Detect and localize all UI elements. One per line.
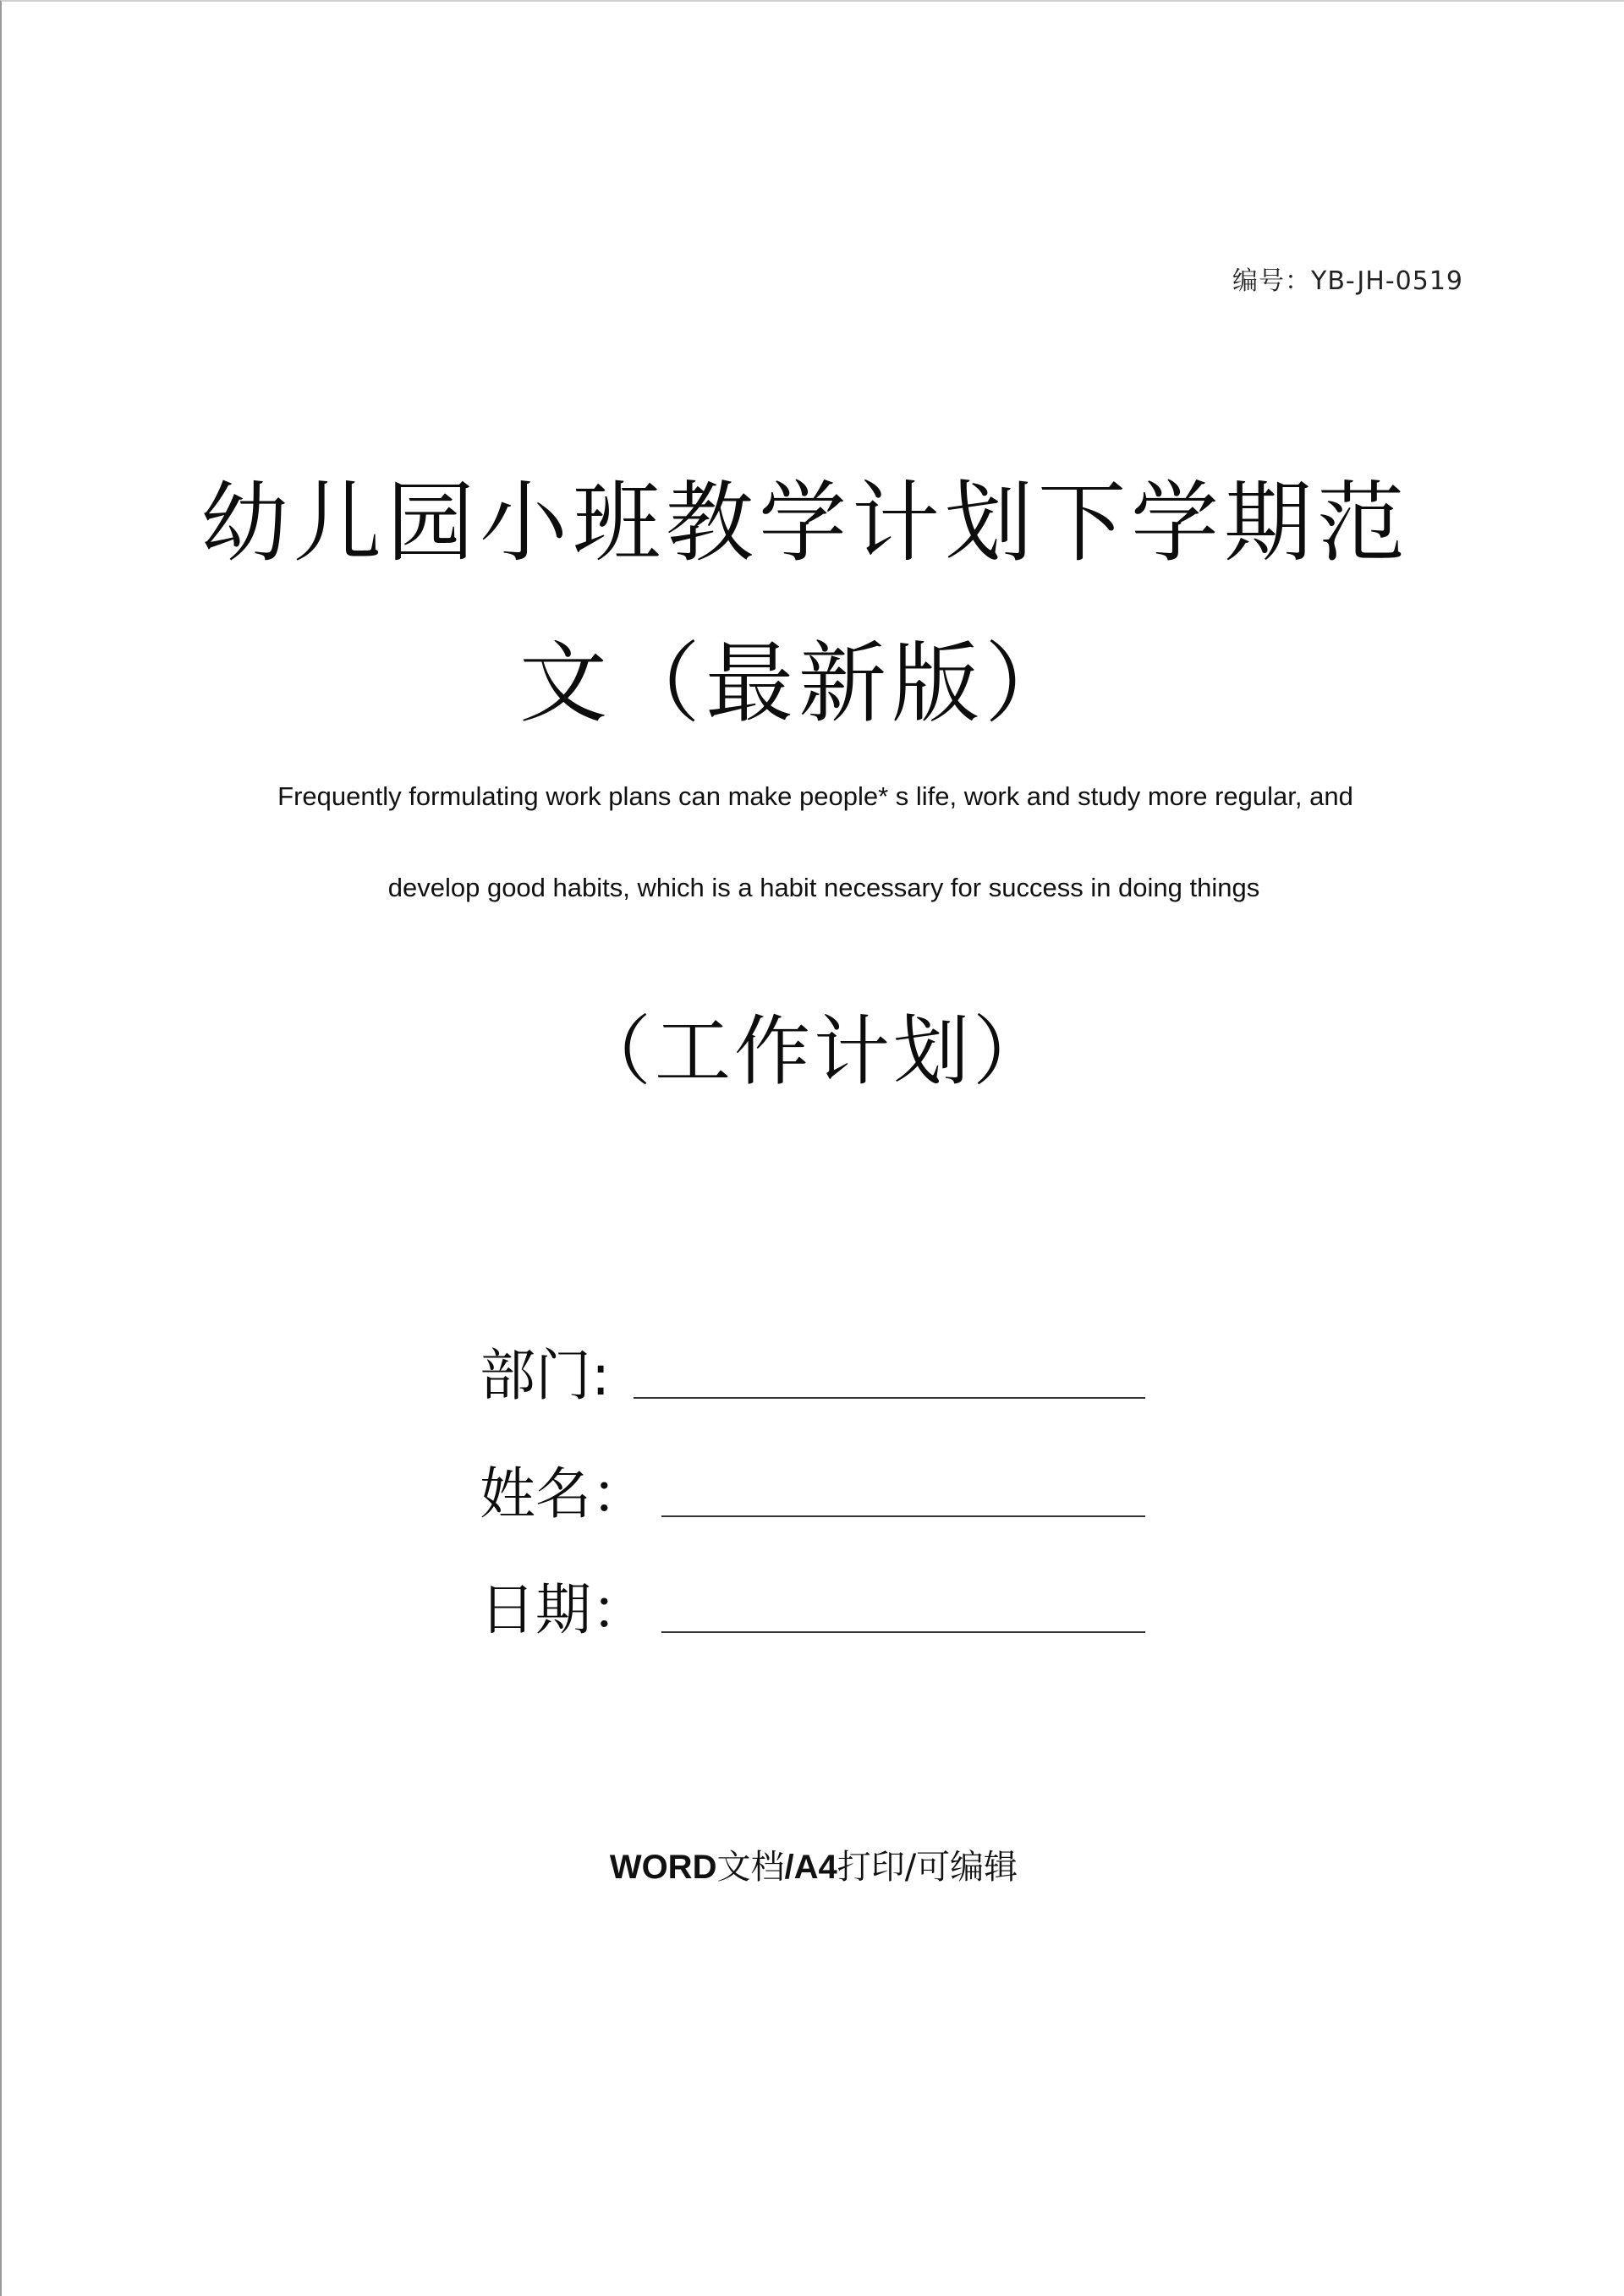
name-field[interactable] [480, 1446, 647, 1526]
title-line-2: 文（最新版） [518, 632, 1078, 735]
date-underline[interactable] [661, 1631, 1145, 1633]
department-underline[interactable] [634, 1397, 1145, 1399]
footer-note [2, 1840, 1624, 1888]
department-label: 部门: [480, 1343, 611, 1408]
title-line-1: 幼儿园小班教学计划下学期范 [200, 471, 1410, 574]
name-underline[interactable] [661, 1515, 1145, 1517]
footer-word: WORD [609, 1849, 717, 1886]
date-field[interactable] [480, 1562, 647, 1642]
footer-rest: 打印/可编辑 [837, 1848, 1018, 1887]
footer-doc: 文档 [716, 1848, 785, 1887]
date-label: 日期： [480, 1577, 647, 1642]
category-label: （工作计划） [575, 1007, 1052, 1096]
footer-a4: /A4 [784, 1849, 837, 1886]
name-label: 姓名： [480, 1461, 647, 1526]
subtitle-line-1: Frequently formulating work plans can make people* s life, work and study more regular, and [277, 781, 1353, 811]
subtitle-line-2: develop good habits, which is a habit necessary for success in doing things [387, 873, 1260, 902]
document-number: 编号：YB-JH-0519 [1232, 266, 1463, 296]
department-field[interactable] [480, 1328, 611, 1408]
